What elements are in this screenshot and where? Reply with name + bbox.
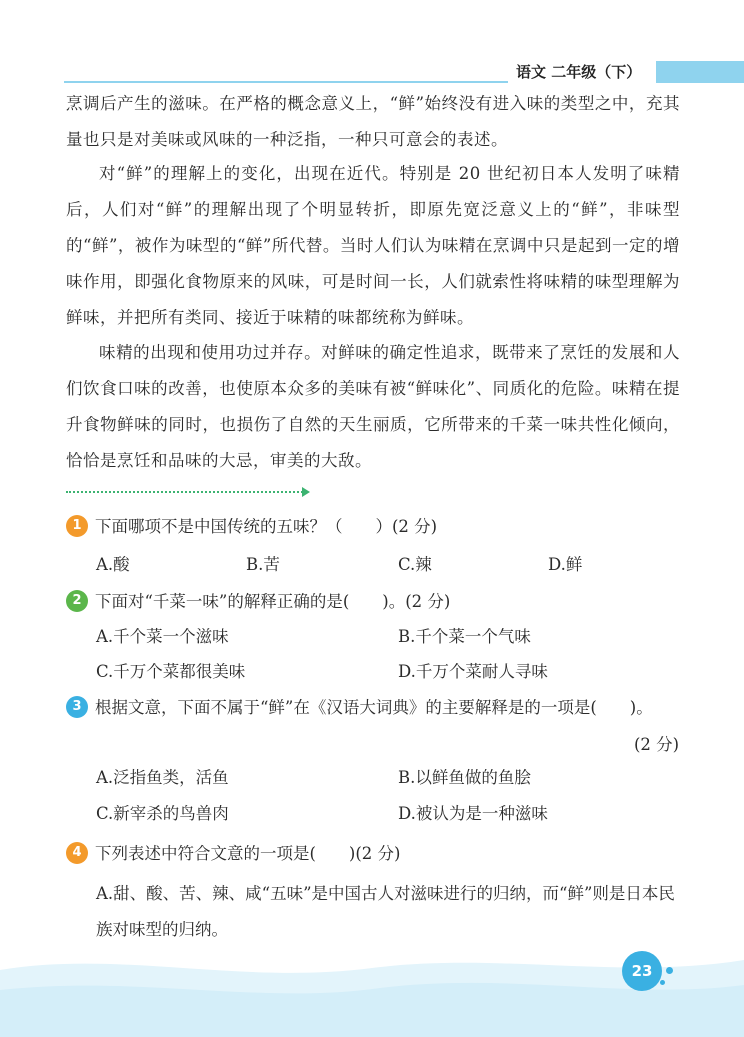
question-3-number-badge: 3: [66, 696, 88, 718]
question-4-number-badge: 4: [66, 842, 88, 864]
divider-dotted-line: [66, 491, 306, 493]
question-2-option-a[interactable]: A.千个菜一个滋味: [96, 627, 229, 646]
question-2-option-b[interactable]: B.千个菜一个气味: [398, 627, 531, 646]
header-color-block: [656, 61, 744, 83]
question-3-option-c[interactable]: C.新宰杀的鸟兽肉: [96, 804, 229, 823]
passage-paragraph-3: 味精的出现和使用功过并存。对鲜味的确定性追求，既带来了烹饪的发展和人们饮食口味的改善，也使原本众多的美味有被“鲜味化”、同质化的危险。味精在提升食物鲜味的同时，也损伤了自然的天生丽质，它所带来的千菜一味共性化倾向，恰恰是烹饪和品味的大忌，审美的大敌。: [66, 343, 680, 470]
question-1-text: 下面哪项不是中国传统的五味？（ ）(2 分): [95, 517, 438, 536]
decorative-dot: [660, 980, 665, 985]
question-4-text: 下列表述中符合文意的一项是( )(2 分): [95, 844, 401, 863]
question-1-option-b[interactable]: B.苦: [246, 555, 280, 574]
arrow-right-icon: [302, 487, 310, 497]
question-2-option-c[interactable]: C.千万个菜都很美味: [96, 662, 246, 681]
passage-paragraph-1: 烹调后产生的滋味。在严格的概念意义上，“鲜”始终没有进入味的类型之中，充其量也只是对美味或风味的一种泛指，一种只可意会的表述。: [66, 94, 680, 149]
question-1-option-a[interactable]: A.酸: [96, 555, 130, 574]
page-number-badge: 23: [622, 951, 662, 991]
question-3-option-a[interactable]: A.泛指鱼类，活鱼: [96, 768, 229, 787]
question-2-option-d[interactable]: D.千万个菜耐人寻味: [398, 662, 548, 681]
question-1-option-d[interactable]: D.鲜: [548, 555, 583, 574]
question-1-number-badge: 1: [66, 515, 88, 537]
passage-paragraph-2: 对“鲜”的理解上的变化，出现在近代。特别是 20 世纪初日本人发明了味精后，人们对“鲜”的理解出现了个明显转折，即原先宽泛意义上的“鲜”，非味型的“鲜”，被作为味型的“鲜”所代替。当时人们认为味精在烹调中只是起到一定的增味作用，即强化食物原来的风味，可是时间一长，人们就索性将味精的味型理解为鲜味，并把所有类同、接近于味精的味都统称为鲜味。: [66, 164, 680, 327]
question-3-option-d[interactable]: D.被认为是一种滋味: [398, 804, 548, 823]
question-3-text: 根据文意，下面不属于“鲜”在《汉语大词典》的主要解释是的一项是( )。: [95, 698, 653, 717]
question-4-option-a-text: A.甜、酸、苦、辣、咸“五味”是中国古人对滋味进行的归纳，而“鲜”则是日本民族对味型的归纳。: [96, 884, 675, 939]
question-3-option-b[interactable]: B.以鲜鱼做的鱼脍: [398, 768, 531, 787]
question-3-score: (2 分): [634, 735, 680, 754]
question-2-number-badge: 2: [66, 590, 88, 612]
question-2-text: 下面对“千菜一味”的解释正确的是( )。(2 分): [95, 592, 451, 611]
question-1-option-c[interactable]: C.辣: [398, 555, 432, 574]
decorative-dot: [666, 967, 673, 974]
header-title: 语文 二年级（下）: [516, 63, 642, 81]
